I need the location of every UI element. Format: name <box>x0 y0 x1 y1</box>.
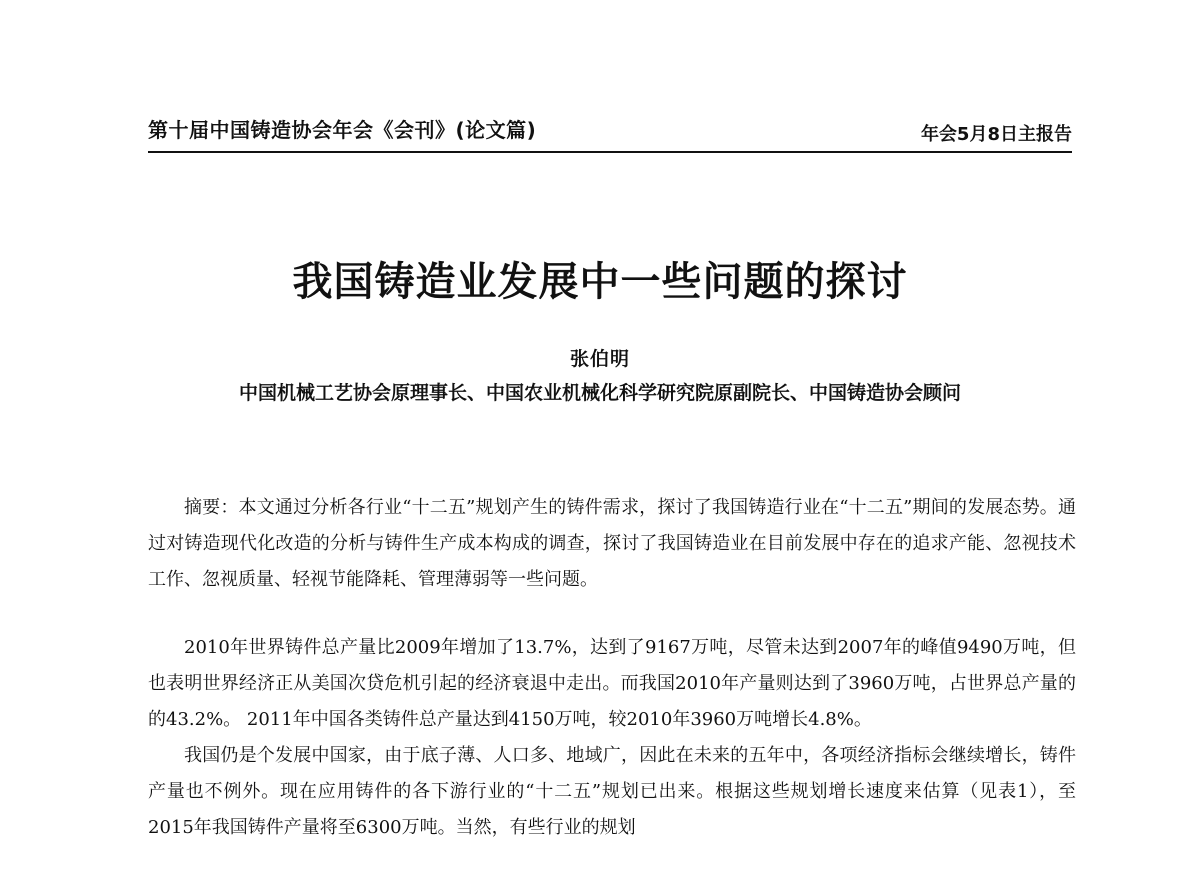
body-paragraph-2: 我国仍是个发展中国家，由于底子薄、人口多、地域广，因此在未来的五年中，各项经济指标会继续增长，铸件产量也不例外。现在应用铸件的各下游行业的“十二五”规划已出来。根据这些规划增长速度来估算（见表1），至2015年我国铸件产量将至6300万吨。当然，有些行业的规划 <box>148 745 1076 838</box>
report-tag: 年会5月8日主报告 <box>920 124 1072 145</box>
author-name: 张伯明 <box>569 348 630 370</box>
article-title: 我国铸造业发展中一些问题的探讨 <box>292 259 908 305</box>
author-affiliation: 中国机械工艺协会原理事长、中国农业机械化科学研究院原副院长、中国铸造协会顾问 <box>238 382 961 404</box>
body-paragraph-1: 2010年世界铸件总产量比2009年增加了13.7%，达到了9167万吨，尽管未达到2007年的峰值9490万吨，但也表明世界经济正从美国次贷危机引起的经济衰退中走出。而我国2010年产量则达到了3960万吨，占世界总产量的的43.2%。 2011年中国各类铸件总产量达到4150万吨，较2010年3960万吨增长4.8%。 <box>148 637 1076 730</box>
article-body <box>148 630 1076 846</box>
abstract: 摘要：本文通过分析各行业“十二五”规划产生的铸件需求，探讨了我国铸造行业在“十二五”期间的发展态势。通过对铸造现代化改造的分析与铸件生产成本构成的调查，探讨了我国铸造业在目前发展中存在的追求产能、忽视技术工作、忽视质量、轻视节能降耗、管理薄弱等一些问题。 <box>148 497 1076 590</box>
header-divider <box>148 151 1072 153</box>
journal-header: 第十届中国铸造协会年会《会刊》(论文篇) <box>148 118 537 142</box>
